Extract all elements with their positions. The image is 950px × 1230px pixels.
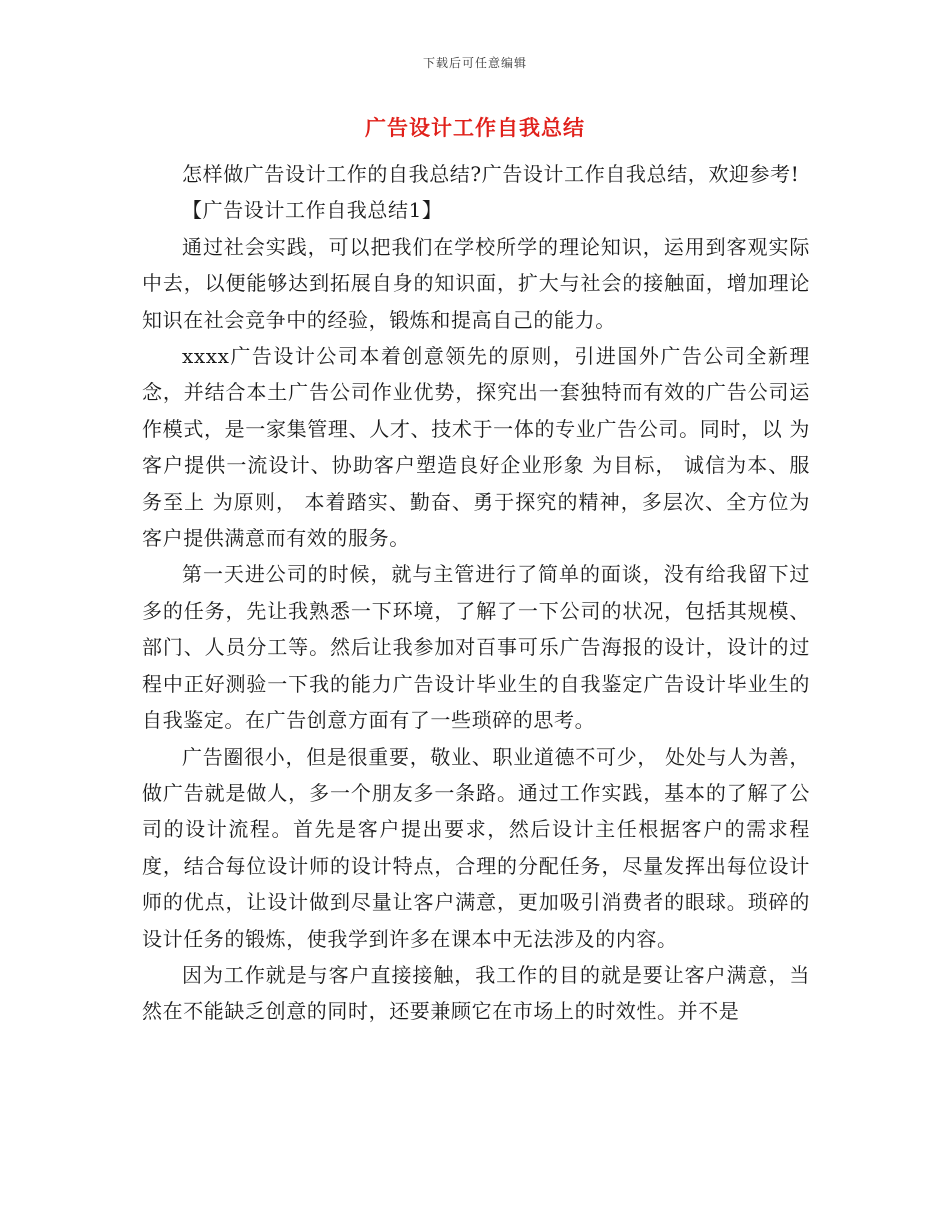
body-paragraph: 通过社会实践，可以把我们在学校所学的理论知识，运用到客观实际中去，以便能够达到拓展自身的知识面，扩大与社会的接触面，增加理论知识在社会竞争中的经验，锻炼和提高自己的能力。 [142,234,810,332]
body-paragraph: 因为工作就是与客户直接接触，我工作的目的就是要让客户满意，当然在不能缺乏创意的同时，还要兼顾它在市场上的时效性。并不是 [142,962,810,1024]
section-heading: 【广告设计工作自我总结1】 [182,198,443,223]
header-note: 下载后可任意编辑 [422,56,527,70]
intro-paragraph: 怎样做广告设计工作的自我总结?广告设计工作自我总结，欢迎参考! [182,162,800,186]
body-paragraph: 广告圈很小，但是很重要，敬业、职业道德不可少， 处处与人为善，做广告就是做人，多一个朋友多一条路。通过工作实践，基本的了解了公司的设计流程。首先是客户提出要求，然后设计主任根据客户的需求程度，结合每位设计师的设计特点，合理的分配任务，尽量发挥出每位设计师的优点，让设计做到尽量让客户满意，更加吸引消费者的眼球。琐碎的设计任务的锻炼，使我学到许多在课本中无法涉及的内容。 [142,744,810,951]
document-title: 广告设计工作自我总结 [365,115,585,140]
body-paragraph: xxxx广告设计公司本着创意领先的原则，引进国外广告公司全新理念，并结合本土广告公司作业优势，探究出一套独特而有效的广告公司运作模式，是一家集管理、人才、技术于一体的专业广告公司。同时，以 为客户提供一流设计、协助客户塑造良好企业形象 为目标， 诚信为本、服务至上 为原则， 本着踏实、勤奋、勇于探究的精神，多层次、全方位为客户提供满意而有效的服务。 [142,344,810,551]
document-body [142,156,810,1030]
body-paragraph: 第一天进公司的时候，就与主管进行了简单的面谈，没有给我留下过多的任务，先让我熟悉一下环境，了解了一下公司的状况，包括其规模、部门、人员分工等。然后让我参加对百事可乐广告海报的设计，设计的过程中正好测验一下我的能力广告设计毕业生的自我鉴定广告设计毕业生的自我鉴定。在广告创意方面有了一些琐碎的思考。 [142,562,810,733]
